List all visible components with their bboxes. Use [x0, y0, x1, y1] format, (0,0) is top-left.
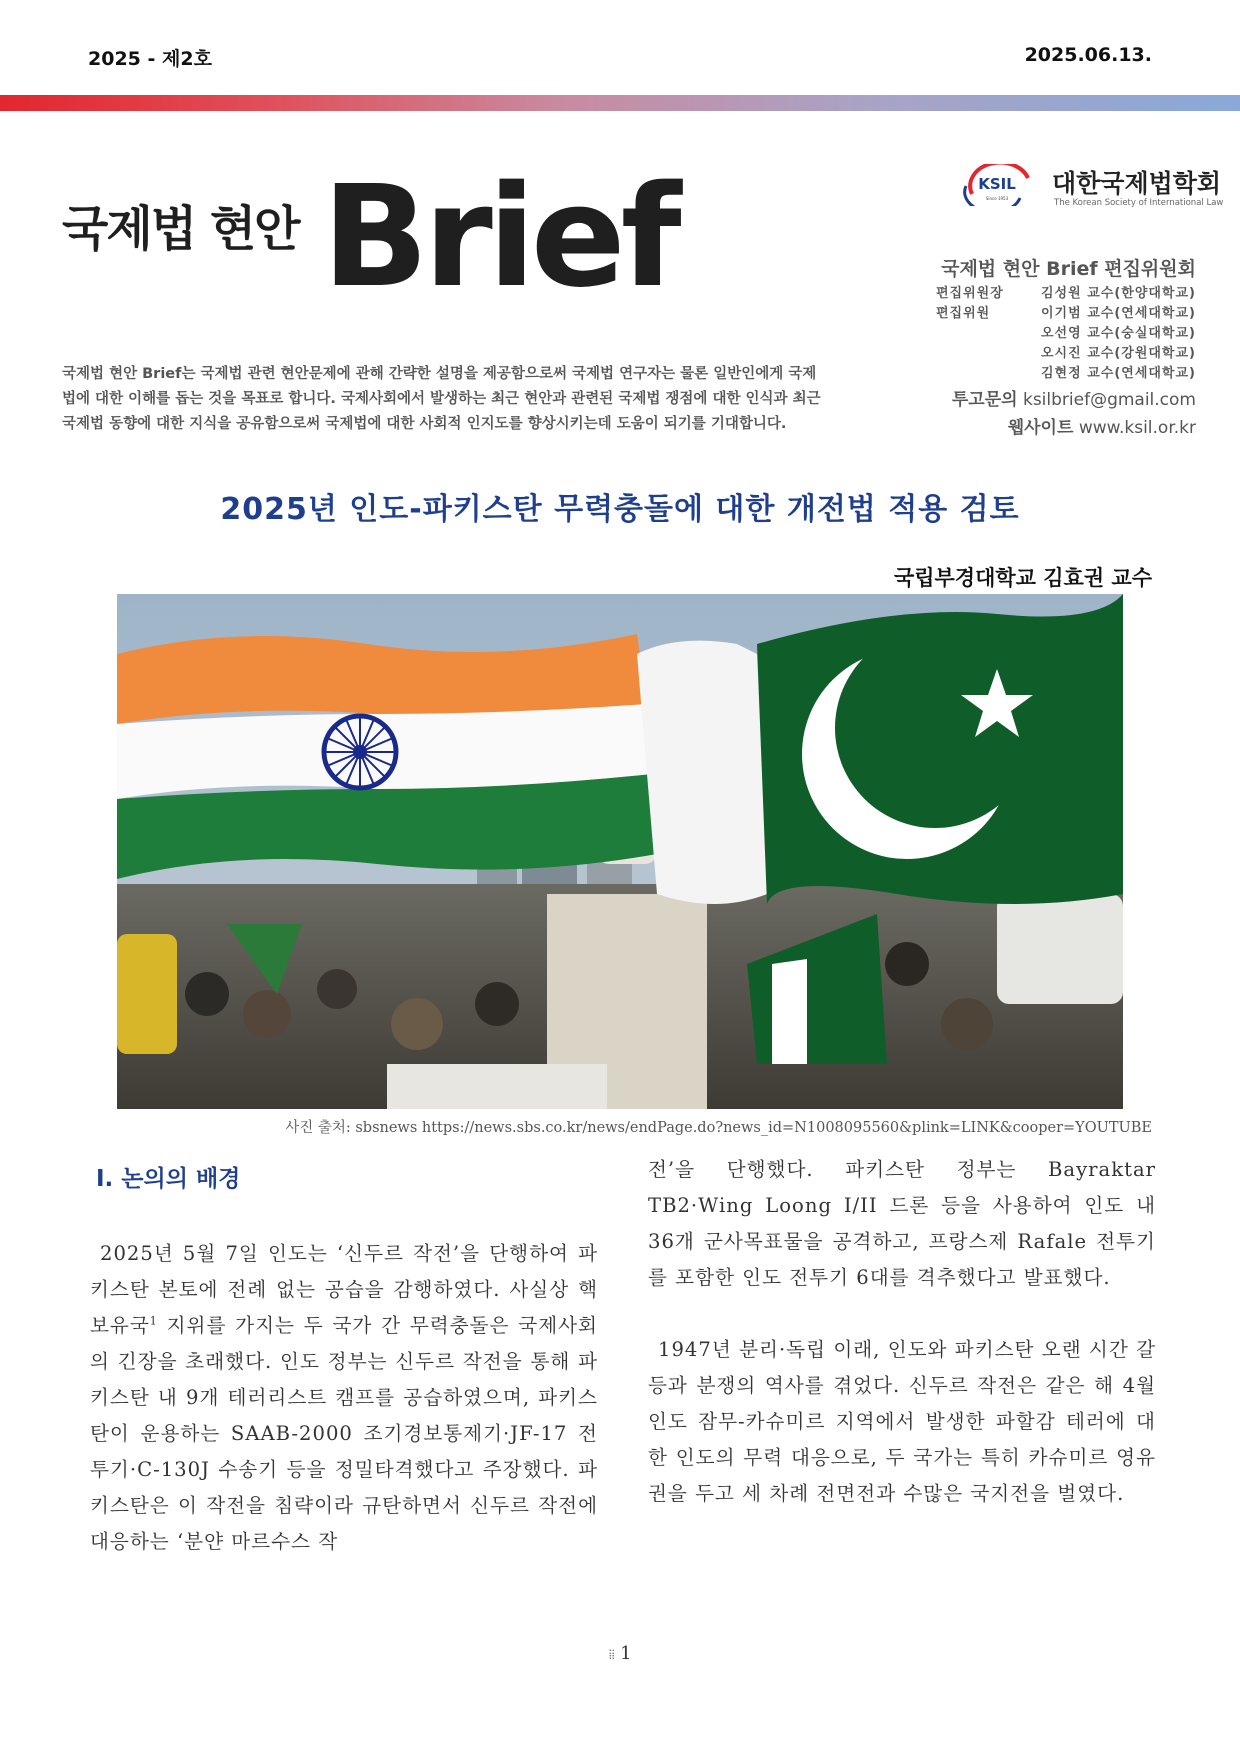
- body-paragraph: 전’을 단행했다. 파키스탄 정부는 Bayraktar TB2·Wing Loong I/II 드론 등을 사용하여 인도 내 36개 군사목표물을 공격하고, 프랑스제 Rafale 전투기를 포함한 인도 전투기 6대를 격추했다고 발표했다.: [648, 1158, 1156, 1289]
- editor-row: [936, 322, 1196, 342]
- ksil-badge-icon: [962, 164, 1032, 206]
- editor-name: 오선영 교수(숭실대학교): [1041, 326, 1196, 341]
- article-photo: [117, 594, 1123, 1109]
- editor-row: [936, 342, 1196, 362]
- editor-row: [936, 302, 1196, 322]
- editor-name: 이기범 교수(연세대학교): [1041, 306, 1196, 321]
- page-number: [0, 1643, 1240, 1664]
- publication-date: 2025.06.13.: [1024, 44, 1152, 66]
- editor-list: [936, 282, 1196, 382]
- society-logo: [962, 158, 1224, 220]
- article-title: 2025년 인도-파키스탄 무력충돌에 대한 개전법 적용 검토: [220, 492, 1020, 527]
- website-row: [952, 414, 1196, 442]
- paragraph-text: 2025년 5월 7일 인도는 ‘신두르 작전’을 단행하여 파키스탄 본토에 전례 없는 공습을 감행하였다. 사실상 핵보유국: [90, 1242, 598, 1337]
- society-name-korean: 대한국제법학회: [1052, 169, 1222, 198]
- photo-caption: 사진 출처: sbsnews https://news.sbs.co.kr/news/endPage.do?news_id=N1008095560&plink=LINK&cooper=YOUTUBE: [285, 1120, 1152, 1136]
- masthead-title-korean: 국제법 현안: [62, 201, 299, 257]
- badge-text: KSIL: [978, 175, 1016, 193]
- body-paragraph: 1947년 분리·독립 이래, 인도와 파키스탄 오랜 시간 갈등과 분쟁의 역사를 겪었다. 신두르 작전은 같은 해 4월 인도 잠무-카슈미르 지역에서 발생한 파할감 테러에 대한 인도의 무력 대응으로, 두 국가는 특히 카슈미르 영유권을 두고 세 차례 전면전과 수많은 국지전을 벌였다.: [648, 1338, 1156, 1505]
- website-link[interactable]: www.ksil.or.kr: [1078, 418, 1196, 438]
- body-column-right: [648, 1152, 1156, 1512]
- editor-row: [936, 282, 1196, 302]
- contact-block: [952, 386, 1196, 442]
- editor-name: 김현정 교수(연세대학교): [1041, 366, 1196, 381]
- body-column-left: [90, 1236, 598, 1560]
- society-name-english: The Korean Society of International Law: [1054, 198, 1224, 208]
- page-marker-icon: ⁞⁞: [608, 1647, 615, 1663]
- section-heading: Ⅰ. 논의의 배경: [96, 1166, 241, 1192]
- body-paragraph: [90, 1236, 598, 1560]
- contact-email-row: [952, 386, 1196, 414]
- committee-title: 국제법 현안 Brief 편집위원회: [941, 258, 1196, 280]
- flags-crowd-illustration: [117, 594, 1123, 1109]
- article-author: 국립부경대학교 김효권 교수: [893, 566, 1152, 590]
- editor-role: 편집위원장: [936, 286, 1004, 301]
- editor-role: 편집위원: [936, 306, 991, 321]
- issue-number: 2025 - 제2호: [88, 48, 212, 70]
- footnote-ref[interactable]: 1: [149, 1314, 158, 1328]
- editor-row: [936, 362, 1196, 382]
- contact-label: 투고문의: [951, 390, 1018, 410]
- contact-email-link[interactable]: ksilbrief@gmail.com: [1022, 390, 1196, 410]
- editor-name: 김성원 교수(한양대학교): [1041, 286, 1196, 301]
- badge-subtext: Since 1953: [985, 196, 1009, 201]
- editor-name: 오시진 교수(강원대학교): [1041, 346, 1196, 361]
- paragraph-text: 지위를 가지는 두 국가 간 무력충돌은 국제사회의 긴장을 초래했다. 인도 정부는 신두르 작전을 통해 파키스탄 내 9개 테러리스트 캠프를 공습하였으며, 파키스탄이 운용하는 SAAB-2000 조기경보통제기·JF-17 전투기·C-130J 수송기 등을 정밀타격했다고 주장했다. 파키스탄은 이 작전을 침략이라 규탄하면서 신두르 작전에 대응하는 ‘분얀 마르수스 작: [90, 1314, 598, 1553]
- header-gradient-stripe: [0, 95, 1240, 111]
- website-label: 웹사이트: [1007, 418, 1074, 438]
- masthead-intro: 국제법 현안 Brief는 국제법 관련 현안문제에 관해 간략한 설명을 제공함으로써 국제법 연구자는 물론 일반인에게 국제법에 대한 이해를 돕는 것을 목표로 합니다. 국제사회에서 발생하는 최근 현안과 관련된 국제법 쟁점에 대한 인식과 최근 국제법 동향에 대한 지식을 공유함으로써 국제법에 대한 사회적 인지도를 향상시키는데 도움이 되기를 기대합니다.: [62, 366, 821, 432]
- page-number-value: 1: [620, 1643, 632, 1664]
- masthead-title-english: Brief: [322, 156, 677, 319]
